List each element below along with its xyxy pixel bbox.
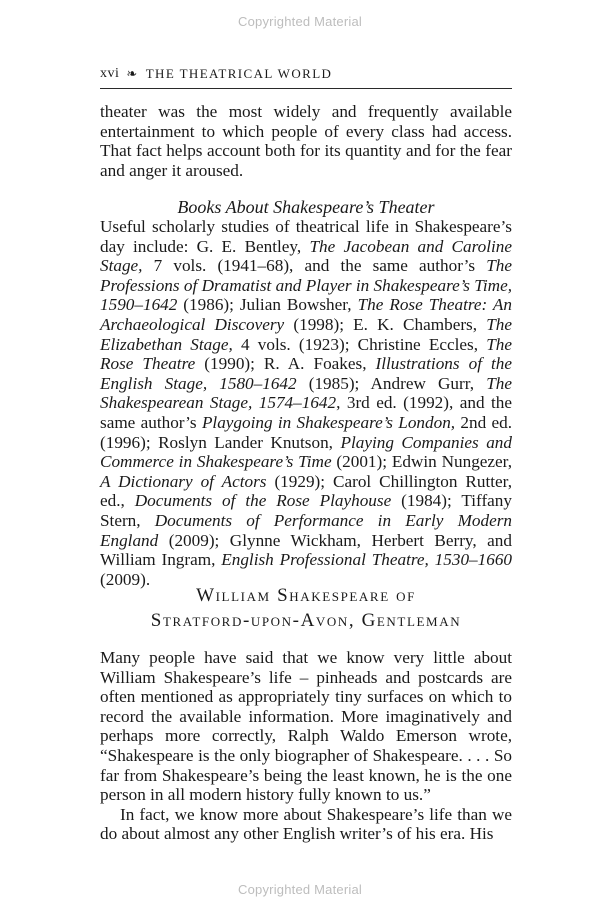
section-heading-line-2: Stratford-upon-Avon, Gentleman bbox=[150, 610, 462, 631]
books-heading: Books About Shakespeare’s Theater bbox=[177, 197, 435, 217]
copyright-watermark-bottom: Copyrighted Material bbox=[238, 882, 362, 897]
paragraph-in-fact: In fact, we know more about Shakespeare’s life than we do about almost any other English writer’s of his era. His bbox=[100, 804, 512, 844]
bib-text: , 3rd ed. (1992), and the same author’s bbox=[100, 393, 512, 432]
bib-title: Playing Companies and Commerce in Shakespeare’s Time bbox=[100, 432, 512, 472]
section-heading bbox=[100, 583, 512, 633]
section-heading-line-1: William Shakespeare of bbox=[196, 585, 416, 606]
bibliography-text bbox=[100, 217, 512, 589]
bib-title: A Dictionary of Actors bbox=[100, 471, 267, 491]
bib-title: Documents of Performance in Early Modern England bbox=[100, 510, 512, 550]
fleuron-icon: ❧ bbox=[126, 66, 139, 81]
bib-title: English Professional Theatre, 1530–1660 bbox=[221, 550, 513, 570]
running-head-title: THE THEATRICAL WORLD bbox=[145, 66, 333, 81]
page-number: xvi bbox=[100, 66, 120, 81]
bib-text: 7 vols. (1941–68), and the same author’s bbox=[142, 256, 487, 276]
bib-text: (1929); Carol Chillington Rutter, ed., bbox=[100, 471, 512, 511]
paragraph-text: theater was the most widely and frequently available entertainment to which people of every class had access. That fact helps account both for its quantity and for the fear and anger it aroused. bbox=[100, 102, 512, 180]
running-head bbox=[100, 66, 512, 82]
bib-title: Playgoing in Shakespeare’s London, bbox=[201, 412, 456, 432]
biography-section bbox=[100, 648, 512, 844]
bib-text: (1986); Julian Bowsher, bbox=[177, 295, 358, 315]
bib-text: 4 vols. (1923); Christine Eccles, bbox=[232, 334, 487, 354]
bib-title: Documents of the Rose Playhouse bbox=[134, 491, 392, 511]
bib-text: (1984); Tiffany Stern, bbox=[100, 491, 512, 530]
paragraph-emerson: Many people have said that we know very little about William Shakespeare’s life – pinheads and postcards are often mentioned as appropriately tiny surfaces on which to record the available information. More imaginatively and perhaps more correctly, Ralph Waldo Emerson wrote, “Shakespeare is the only biographer of Shakespeare. . . . So far from Shakespeare’s being the least known, he is the one person in all modern history fully known to us.” bbox=[100, 648, 512, 805]
paragraph-intro bbox=[100, 102, 512, 180]
books-paragraph bbox=[100, 217, 512, 589]
bib-title: The Rose Theatre: An Archaeological Discovery bbox=[100, 295, 512, 334]
bib-text: 2nd ed. (1996); Roslyn Lander Knutson, bbox=[100, 412, 512, 452]
bib-title: Illustrations of the English Stage, 1580–1642 bbox=[100, 354, 512, 393]
header-rule bbox=[100, 88, 512, 89]
bib-text: Useful scholarly studies of theatrical life in Shakespeare’s day include: G. E. Bentley, bbox=[100, 217, 512, 256]
bib-title: The Professions of Dramatist and Player in Shakespeare’s Time, 1590–1642 bbox=[100, 256, 512, 315]
bib-text: (2009). bbox=[100, 569, 151, 589]
bib-title: The Jacobean and Caroline Stage, bbox=[100, 236, 512, 276]
bib-text: (1990); R. A. Foakes, bbox=[195, 354, 376, 374]
copyright-watermark-top: Copyrighted Material bbox=[238, 14, 362, 29]
bib-text: (1985); Andrew Gurr, bbox=[296, 373, 487, 393]
bib-title: The Shakespearean Stage, 1574–1642 bbox=[100, 373, 512, 413]
bib-title: The Rose Theatre bbox=[100, 334, 512, 374]
bib-title: The Elizabethan Stage, bbox=[100, 314, 512, 354]
bib-text: (1998); E. K. Chambers, bbox=[284, 314, 487, 334]
bib-text: (2009); Glynne Wickham, Herbert Berry, and William Ingram, bbox=[100, 530, 512, 570]
bib-text: (2001); Edwin Nungezer, bbox=[331, 452, 512, 472]
